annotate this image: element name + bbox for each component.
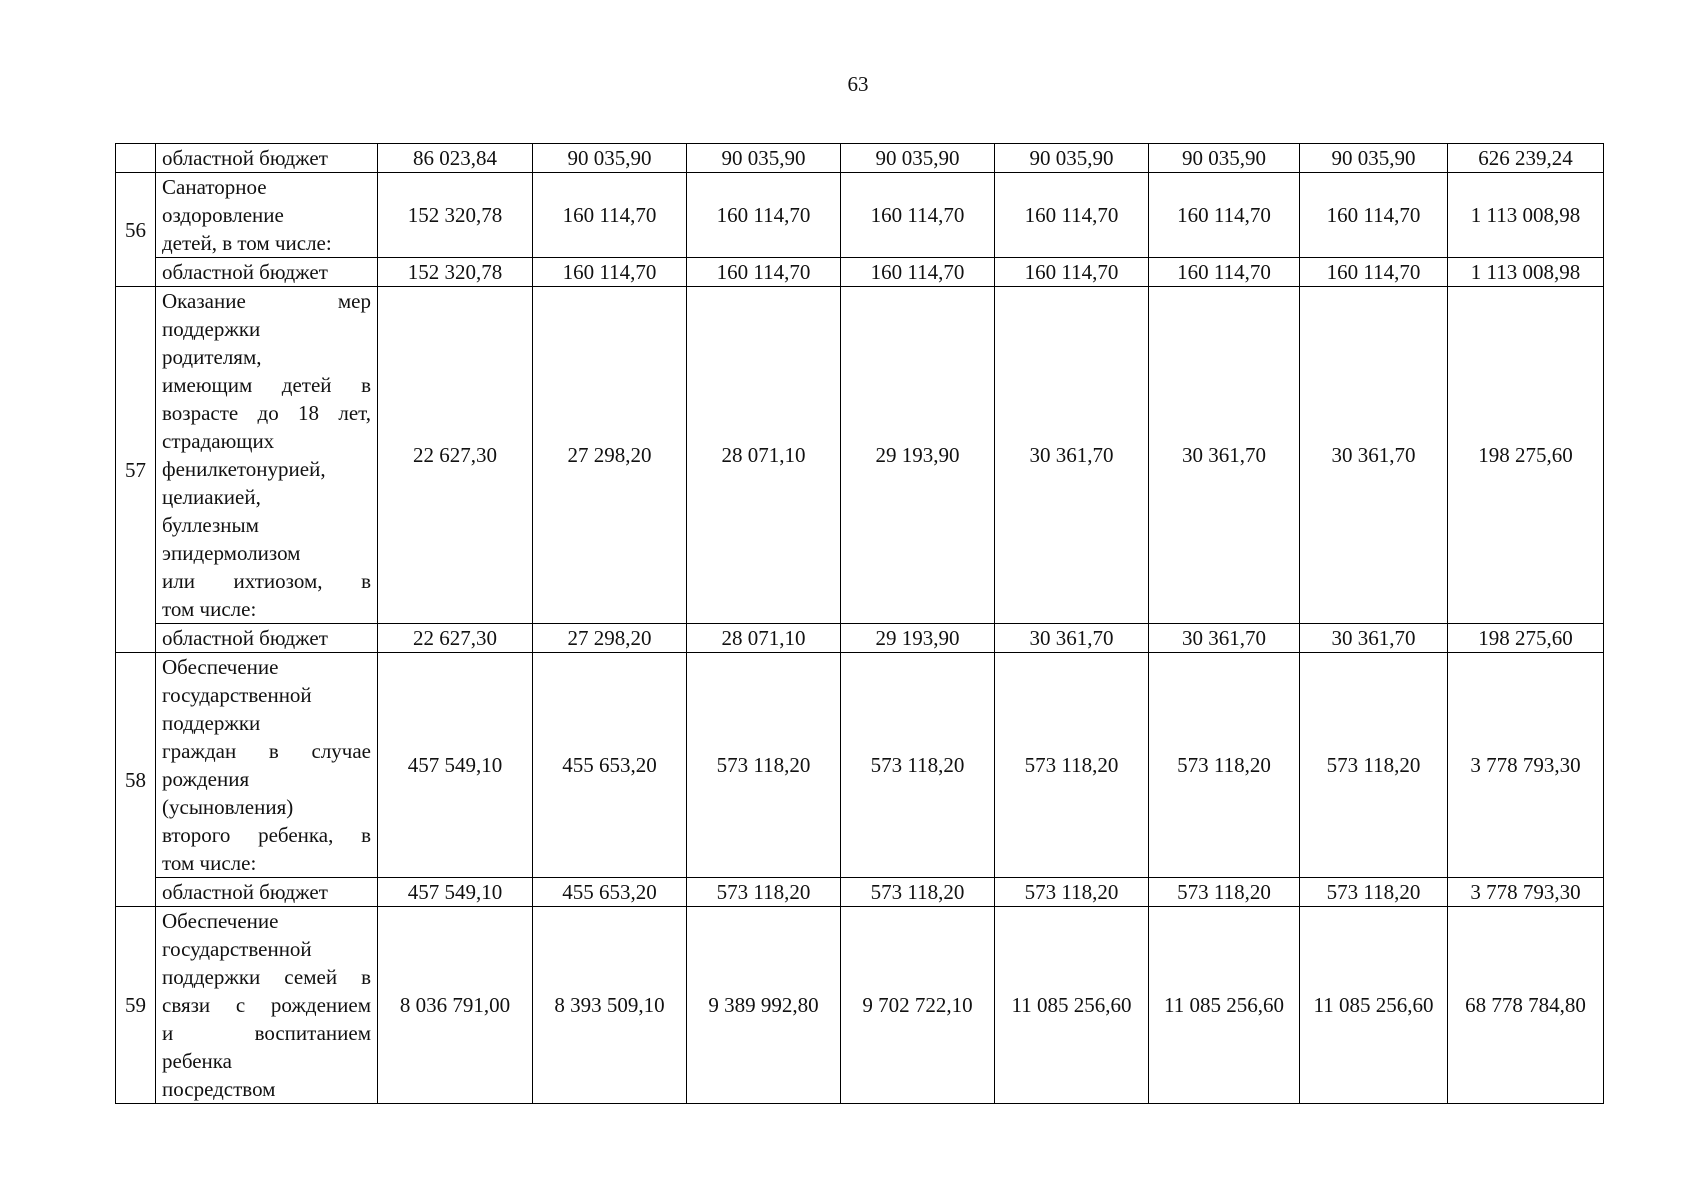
year-value: 28 071,10 [687, 624, 841, 653]
year-value: 573 118,20 [1300, 878, 1448, 907]
year-value: 457 549,10 [378, 878, 533, 907]
total-value: 626 239,24 [1448, 144, 1604, 173]
year-value: 11 085 256,60 [995, 907, 1149, 1104]
description-line: государственной [162, 683, 312, 707]
year-value: 455 653,20 [533, 653, 687, 878]
description-line: поддержки [162, 317, 261, 341]
item-description [156, 907, 378, 1104]
year-value: 160 114,70 [1300, 258, 1448, 287]
year-value: 22 627,30 [378, 624, 533, 653]
year-value: 11 085 256,60 [1300, 907, 1448, 1104]
year-value: 573 118,20 [841, 653, 995, 878]
row-number: 56 [116, 173, 156, 287]
description-line: буллезным [162, 513, 259, 537]
row-number [116, 144, 156, 173]
table-row-item [116, 173, 1604, 258]
row-number: 58 [116, 653, 156, 907]
year-value: 160 114,70 [1149, 258, 1300, 287]
total-value: 3 778 793,30 [1448, 878, 1604, 907]
description-line: эпидермолизом [162, 541, 301, 565]
year-value: 573 118,20 [1149, 878, 1300, 907]
description-line: том числе: [162, 851, 257, 875]
year-value: 29 193,90 [841, 287, 995, 624]
year-value: 30 361,70 [995, 624, 1149, 653]
year-value: 90 035,90 [1300, 144, 1448, 173]
year-value: 9 389 992,80 [687, 907, 841, 1104]
year-value: 30 361,70 [1300, 624, 1448, 653]
row-number: 57 [116, 287, 156, 653]
year-value: 90 035,90 [995, 144, 1149, 173]
description-line: целиакией, [162, 485, 261, 509]
budget-label: областной бюджет [156, 144, 378, 173]
description-line: связи с рождением [162, 993, 371, 1017]
year-value: 160 114,70 [995, 258, 1149, 287]
description-line: возрасте до 18 лет, [162, 401, 371, 425]
description-line: имеющим детей в [162, 373, 371, 397]
description-line: фенилкетонурией, [162, 457, 326, 481]
year-value: 30 361,70 [1149, 287, 1300, 624]
year-value: 9 702 722,10 [841, 907, 995, 1104]
description-line: государственной [162, 937, 312, 961]
year-value: 160 114,70 [841, 173, 995, 258]
description-line: Обеспечение [162, 655, 279, 679]
table-body [116, 144, 1604, 1104]
budget-label: областной бюджет [156, 624, 378, 653]
year-value: 90 035,90 [1149, 144, 1300, 173]
description-line: Оказание мер [162, 289, 371, 313]
year-value: 27 298,20 [533, 624, 687, 653]
description-line: второго ребенка, в [162, 823, 371, 847]
total-value: 198 275,60 [1448, 624, 1604, 653]
table-row-budget [116, 878, 1604, 907]
total-value: 68 778 784,80 [1448, 907, 1604, 1104]
description-line: детей, в том числе: [162, 231, 332, 255]
year-value: 160 114,70 [995, 173, 1149, 258]
year-value: 8 393 509,10 [533, 907, 687, 1104]
year-value: 86 023,84 [378, 144, 533, 173]
year-value: 27 298,20 [533, 287, 687, 624]
year-value: 160 114,70 [687, 173, 841, 258]
description-line: поддержки семей в [162, 965, 371, 989]
table-row-budget [116, 144, 1604, 173]
year-value: 11 085 256,60 [1149, 907, 1300, 1104]
description-line: страдающих [162, 429, 275, 453]
year-value: 8 036 791,00 [378, 907, 533, 1104]
description-line: ребенка [162, 1049, 232, 1073]
description-line: родителям, [162, 345, 262, 369]
item-description [156, 653, 378, 878]
year-value: 90 035,90 [841, 144, 995, 173]
row-number: 59 [116, 907, 156, 1104]
budget-label: областной бюджет [156, 878, 378, 907]
description-line: или ихтиозом, в [162, 569, 371, 593]
year-value: 573 118,20 [687, 878, 841, 907]
description-line: поддержки [162, 711, 261, 735]
total-value: 3 778 793,30 [1448, 653, 1604, 878]
page-number: 63 [847, 72, 869, 96]
year-value: 160 114,70 [1149, 173, 1300, 258]
year-value: 573 118,20 [995, 878, 1149, 907]
year-value: 573 118,20 [841, 878, 995, 907]
year-value: 90 035,90 [533, 144, 687, 173]
year-value: 455 653,20 [533, 878, 687, 907]
year-value: 573 118,20 [1149, 653, 1300, 878]
year-value: 160 114,70 [687, 258, 841, 287]
budget-table [115, 143, 1604, 1104]
item-description [156, 287, 378, 624]
budget-label: областной бюджет [156, 258, 378, 287]
year-value: 573 118,20 [687, 653, 841, 878]
description-line: рождения [162, 767, 250, 791]
year-value: 160 114,70 [1300, 173, 1448, 258]
total-value: 198 275,60 [1448, 287, 1604, 624]
year-value: 573 118,20 [1300, 653, 1448, 878]
year-value: 160 114,70 [533, 173, 687, 258]
description-line: и воспитанием [162, 1021, 371, 1045]
year-value: 30 361,70 [995, 287, 1149, 624]
table-row-item [116, 287, 1604, 624]
total-value: 1 113 008,98 [1448, 258, 1604, 287]
year-value: 152 320,78 [378, 258, 533, 287]
year-value: 30 361,70 [1300, 287, 1448, 624]
year-value: 160 114,70 [533, 258, 687, 287]
year-value: 29 193,90 [841, 624, 995, 653]
year-value: 90 035,90 [687, 144, 841, 173]
description-line: Обеспечение [162, 909, 279, 933]
year-value: 28 071,10 [687, 287, 841, 624]
total-value: 1 113 008,98 [1448, 173, 1604, 258]
year-value: 160 114,70 [841, 258, 995, 287]
table-row-item [116, 653, 1604, 878]
table-row-budget [116, 624, 1604, 653]
description-line: оздоровление [162, 203, 284, 227]
year-value: 22 627,30 [378, 287, 533, 624]
description-line: том числе: [162, 597, 257, 621]
description-line: посредством [162, 1077, 276, 1101]
year-value: 457 549,10 [378, 653, 533, 878]
table-row-item [116, 907, 1604, 1104]
year-value: 573 118,20 [995, 653, 1149, 878]
description-line: граждан в случае [162, 739, 371, 763]
description-line: Санаторное [162, 175, 267, 199]
year-value: 30 361,70 [1149, 624, 1300, 653]
item-description [156, 173, 378, 258]
year-value: 152 320,78 [378, 173, 533, 258]
table-row-budget [116, 258, 1604, 287]
description-line: (усыновления) [162, 795, 294, 819]
